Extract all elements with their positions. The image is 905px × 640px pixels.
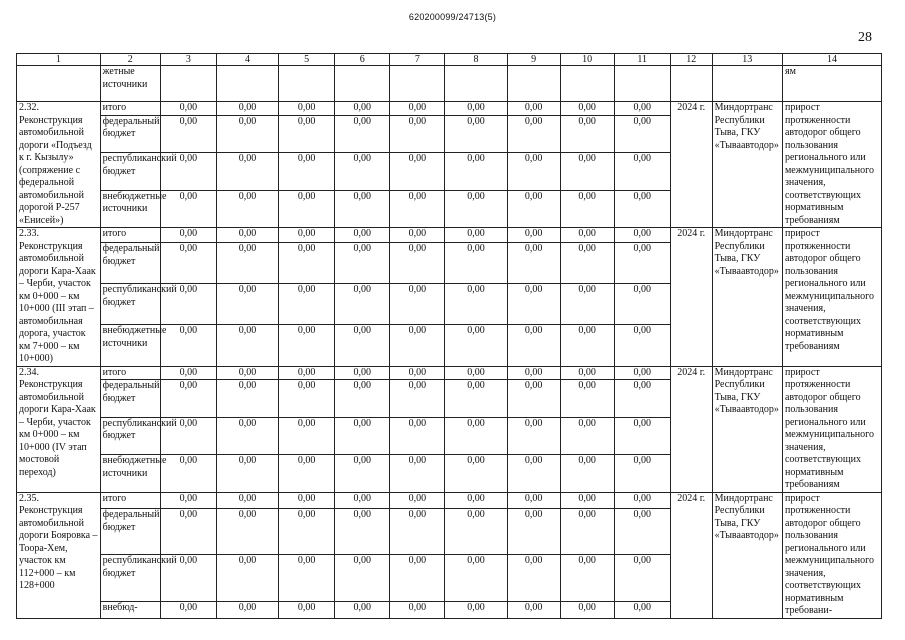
column-number: 13 bbox=[712, 54, 782, 66]
funding-source: внебюджетные источники bbox=[100, 325, 160, 366]
column-number-row bbox=[17, 54, 882, 66]
amount-cell: 0,00 bbox=[216, 325, 278, 366]
amount-cell: 0,00 bbox=[560, 366, 614, 380]
amount-cell: 0,00 bbox=[507, 380, 560, 417]
amount-cell: 0,00 bbox=[507, 325, 560, 366]
table-cell bbox=[614, 66, 670, 102]
amount-cell: 0,00 bbox=[216, 380, 278, 417]
amount-cell: 0,00 bbox=[390, 601, 445, 618]
table-cell bbox=[507, 66, 560, 102]
amount-cell: 0,00 bbox=[216, 284, 278, 325]
amount-cell: 0,00 bbox=[279, 555, 335, 601]
amount-cell: 0,00 bbox=[216, 509, 278, 555]
amount-cell: 0,00 bbox=[507, 243, 560, 284]
deadline-year: 2024 г. bbox=[670, 366, 712, 492]
column-number: 6 bbox=[335, 54, 390, 66]
amount-cell: 0,00 bbox=[335, 102, 390, 116]
amount-cell: 0,00 bbox=[216, 115, 278, 152]
funding-source: республиканский бюджет bbox=[100, 153, 160, 190]
amount-cell: 0,00 bbox=[560, 555, 614, 601]
amount-cell: 0,00 bbox=[390, 417, 445, 454]
amount-cell: 0,00 bbox=[216, 102, 278, 116]
amount-cell: 0,00 bbox=[445, 228, 507, 243]
amount-cell: 0,00 bbox=[335, 601, 390, 618]
deadline-year: 2024 г. bbox=[670, 102, 712, 228]
amount-cell: 0,00 bbox=[390, 102, 445, 116]
amount-cell: 0,00 bbox=[507, 509, 560, 555]
amount-cell: 0,00 bbox=[507, 455, 560, 492]
amount-cell: 0,00 bbox=[614, 228, 670, 243]
amount-cell: 0,00 bbox=[160, 190, 216, 227]
funding-source: жетные источники bbox=[100, 66, 160, 102]
amount-cell: 0,00 bbox=[279, 228, 335, 243]
amount-cell: 0,00 bbox=[507, 115, 560, 152]
amount-cell: 0,00 bbox=[507, 102, 560, 116]
amount-cell: 0,00 bbox=[560, 601, 614, 618]
amount-cell: 0,00 bbox=[335, 190, 390, 227]
funding-source: внебюджетные источники bbox=[100, 190, 160, 227]
amount-cell: 0,00 bbox=[160, 555, 216, 601]
funding-source: федеральный бюджет bbox=[100, 509, 160, 555]
amount-cell: 0,00 bbox=[507, 190, 560, 227]
amount-cell: 0,00 bbox=[335, 555, 390, 601]
amount-cell: 0,00 bbox=[560, 102, 614, 116]
amount-cell: 0,00 bbox=[560, 115, 614, 152]
amount-cell: 0,00 bbox=[279, 153, 335, 190]
amount-cell: 0,00 bbox=[445, 325, 507, 366]
table-row bbox=[17, 366, 882, 380]
amount-cell: 0,00 bbox=[160, 366, 216, 380]
amount-cell: 0,00 bbox=[279, 455, 335, 492]
column-number: 12 bbox=[670, 54, 712, 66]
amount-cell: 0,00 bbox=[560, 190, 614, 227]
amount-cell: 0,00 bbox=[335, 455, 390, 492]
amount-cell: 0,00 bbox=[390, 190, 445, 227]
amount-cell: 0,00 bbox=[507, 417, 560, 454]
column-number: 5 bbox=[279, 54, 335, 66]
amount-cell: 0,00 bbox=[390, 555, 445, 601]
amount-cell: 0,00 bbox=[390, 153, 445, 190]
amount-cell: 0,00 bbox=[335, 284, 390, 325]
executor: Миндортранс Республики Тыва, ГКУ «Тываавтодор» bbox=[712, 228, 782, 367]
funding-source: итого bbox=[100, 492, 160, 509]
project-name: 2.32. Реконструкция автомобильной дороги «Подъезд к г. Кызылу» (сопряжение с федеральной автомобильной дорогой Р-257 «Енисей») bbox=[17, 102, 101, 228]
amount-cell: 0,00 bbox=[390, 455, 445, 492]
executor: Миндортранс Республики Тыва, ГКУ «Тываавтодор» bbox=[712, 102, 782, 228]
amount-cell: 0,00 bbox=[614, 509, 670, 555]
funding-source: республиканский бюджет bbox=[100, 555, 160, 601]
amount-cell: 0,00 bbox=[160, 417, 216, 454]
amount-cell: 0,00 bbox=[560, 417, 614, 454]
amount-cell: 0,00 bbox=[160, 492, 216, 509]
amount-cell: 0,00 bbox=[279, 102, 335, 116]
amount-cell: 0,00 bbox=[507, 492, 560, 509]
amount-cell: 0,00 bbox=[160, 228, 216, 243]
table-body bbox=[17, 66, 882, 619]
amount-cell: 0,00 bbox=[279, 243, 335, 284]
column-number: 4 bbox=[216, 54, 278, 66]
amount-cell: 0,00 bbox=[560, 243, 614, 284]
funding-source: внебюд- bbox=[100, 601, 160, 618]
amount-cell: 0,00 bbox=[335, 115, 390, 152]
amount-cell: 0,00 bbox=[335, 325, 390, 366]
amount-cell: 0,00 bbox=[507, 366, 560, 380]
table-cell bbox=[560, 66, 614, 102]
amount-cell: 0,00 bbox=[560, 153, 614, 190]
amount-cell: 0,00 bbox=[614, 153, 670, 190]
amount-cell: 0,00 bbox=[279, 417, 335, 454]
amount-cell: 0,00 bbox=[335, 509, 390, 555]
amount-cell: 0,00 bbox=[160, 284, 216, 325]
table-row bbox=[17, 492, 882, 509]
amount-cell: 0,00 bbox=[216, 492, 278, 509]
funding-source: итого bbox=[100, 102, 160, 116]
amount-cell: 0,00 bbox=[160, 243, 216, 284]
column-number: 9 bbox=[507, 54, 560, 66]
table-cell bbox=[335, 66, 390, 102]
funding-source: федеральный бюджет bbox=[100, 115, 160, 152]
amount-cell: 0,00 bbox=[216, 228, 278, 243]
amount-cell: 0,00 bbox=[614, 417, 670, 454]
amount-cell: 0,00 bbox=[445, 153, 507, 190]
amount-cell: 0,00 bbox=[160, 601, 216, 618]
amount-cell: 0,00 bbox=[614, 190, 670, 227]
amount-cell: 0,00 bbox=[445, 190, 507, 227]
column-number: 7 bbox=[390, 54, 445, 66]
amount-cell: 0,00 bbox=[614, 284, 670, 325]
executor: Миндортранс Республики Тыва, ГКУ «Тываавтодор» bbox=[712, 366, 782, 492]
amount-cell: 0,00 bbox=[216, 417, 278, 454]
expected-result: прирост протяженности автодорог общего пользования регионального или межмуниципального значения, соответствующих нормативным требованиям bbox=[782, 228, 881, 367]
column-number: 3 bbox=[160, 54, 216, 66]
amount-cell: 0,00 bbox=[390, 115, 445, 152]
amount-cell: 0,00 bbox=[160, 380, 216, 417]
amount-cell: 0,00 bbox=[216, 243, 278, 284]
funding-source: итого bbox=[100, 366, 160, 380]
funding-source: федеральный бюджет bbox=[100, 380, 160, 417]
amount-cell: 0,00 bbox=[216, 601, 278, 618]
amount-cell: 0,00 bbox=[445, 455, 507, 492]
amount-cell: 0,00 bbox=[279, 601, 335, 618]
amount-cell: 0,00 bbox=[216, 190, 278, 227]
amount-cell: 0,00 bbox=[216, 555, 278, 601]
column-number: 14 bbox=[782, 54, 881, 66]
table-cell bbox=[160, 66, 216, 102]
table-cell bbox=[712, 66, 782, 102]
deadline-year: 2024 г. bbox=[670, 228, 712, 367]
executor: Миндортранс Республики Тыва, ГКУ «Тываавтодор» bbox=[712, 492, 782, 618]
amount-cell: 0,00 bbox=[614, 555, 670, 601]
amount-cell: 0,00 bbox=[390, 509, 445, 555]
amount-cell: 0,00 bbox=[216, 455, 278, 492]
project-name: 2.35. Реконструкция автомобильной дороги Бояровка – Тоора-Хем, участок км 112+000 – км 128+000 bbox=[17, 492, 101, 618]
program-table bbox=[16, 53, 882, 619]
amount-cell: 0,00 bbox=[279, 366, 335, 380]
funding-source: итого bbox=[100, 228, 160, 243]
amount-cell: 0,00 bbox=[445, 380, 507, 417]
amount-cell: 0,00 bbox=[279, 492, 335, 509]
amount-cell: 0,00 bbox=[390, 380, 445, 417]
amount-cell: 0,00 bbox=[160, 102, 216, 116]
amount-cell: 0,00 bbox=[279, 284, 335, 325]
amount-cell: 0,00 bbox=[390, 284, 445, 325]
amount-cell: 0,00 bbox=[507, 601, 560, 618]
funding-source: федеральный бюджет bbox=[100, 243, 160, 284]
amount-cell: 0,00 bbox=[507, 555, 560, 601]
amount-cell: 0,00 bbox=[445, 115, 507, 152]
deadline-year: 2024 г. bbox=[670, 492, 712, 618]
column-number: 1 bbox=[17, 54, 101, 66]
amount-cell: 0,00 bbox=[335, 492, 390, 509]
continuation-row bbox=[17, 66, 882, 102]
amount-cell: 0,00 bbox=[390, 366, 445, 380]
amount-cell: 0,00 bbox=[335, 366, 390, 380]
table-cell bbox=[445, 66, 507, 102]
amount-cell: 0,00 bbox=[560, 380, 614, 417]
amount-cell: 0,00 bbox=[560, 228, 614, 243]
amount-cell: 0,00 bbox=[614, 243, 670, 284]
table-row bbox=[17, 228, 882, 243]
amount-cell: 0,00 bbox=[160, 509, 216, 555]
page-number: 28 bbox=[858, 30, 872, 45]
amount-cell: 0,00 bbox=[507, 284, 560, 325]
amount-cell: 0,00 bbox=[560, 284, 614, 325]
amount-cell: 0,00 bbox=[614, 102, 670, 116]
column-number: 11 bbox=[614, 54, 670, 66]
funding-source: республиканский бюджет bbox=[100, 417, 160, 454]
amount-cell: 0,00 bbox=[614, 601, 670, 618]
table-cell bbox=[17, 66, 101, 102]
table-row bbox=[17, 102, 882, 116]
amount-cell: 0,00 bbox=[445, 601, 507, 618]
amount-cell: 0,00 bbox=[560, 509, 614, 555]
expected-result: прирост протяженности автодорог общего пользования регионального или межмуниципального значения, соответствующих нормативным требовани- bbox=[782, 492, 881, 618]
table-cell bbox=[670, 66, 712, 102]
table-cell bbox=[279, 66, 335, 102]
amount-cell: 0,00 bbox=[390, 492, 445, 509]
document-id: 620200099/24713(5) bbox=[408, 12, 497, 22]
amount-cell: 0,00 bbox=[390, 325, 445, 366]
amount-cell: 0,00 bbox=[160, 455, 216, 492]
amount-cell: 0,00 bbox=[445, 102, 507, 116]
amount-cell: 0,00 bbox=[445, 492, 507, 509]
amount-cell: 0,00 bbox=[507, 228, 560, 243]
amount-cell: 0,00 bbox=[279, 190, 335, 227]
amount-cell: 0,00 bbox=[390, 243, 445, 284]
amount-cell: 0,00 bbox=[445, 417, 507, 454]
table-cell bbox=[390, 66, 445, 102]
amount-cell: 0,00 bbox=[445, 509, 507, 555]
amount-cell: 0,00 bbox=[335, 417, 390, 454]
amount-cell: 0,00 bbox=[560, 492, 614, 509]
amount-cell: 0,00 bbox=[614, 115, 670, 152]
amount-cell: 0,00 bbox=[560, 325, 614, 366]
funding-source: внебюджетные источники bbox=[100, 455, 160, 492]
expected-result: прирост протяженности автодорог общего пользования регионального или межмуниципального значения, соответствующих нормативным требованиям bbox=[782, 102, 881, 228]
amount-cell: 0,00 bbox=[216, 153, 278, 190]
amount-cell: 0,00 bbox=[614, 325, 670, 366]
amount-cell: 0,00 bbox=[445, 243, 507, 284]
amount-cell: 0,00 bbox=[335, 153, 390, 190]
expected-result: прирост протяженности автодорог общего пользования регионального или межмуниципального значения, соответствующих нормативным требованиям bbox=[782, 366, 881, 492]
amount-cell: 0,00 bbox=[279, 380, 335, 417]
amount-cell: 0,00 bbox=[160, 115, 216, 152]
amount-cell: 0,00 bbox=[445, 284, 507, 325]
project-name: 2.33. Реконструкция автомобильной дороги Кара-Хаак – Черби, участок км 0+000 – км 10+000 (III этап – автомобильная дорога, участок км 7+000 – км 10+000) bbox=[17, 228, 101, 367]
amount-cell: 0,00 bbox=[216, 366, 278, 380]
amount-cell: 0,00 bbox=[390, 228, 445, 243]
amount-cell: 0,00 bbox=[279, 509, 335, 555]
amount-cell: 0,00 bbox=[335, 243, 390, 284]
amount-cell: 0,00 bbox=[335, 228, 390, 243]
column-number: 2 bbox=[100, 54, 160, 66]
table-cell bbox=[216, 66, 278, 102]
amount-cell: 0,00 bbox=[507, 153, 560, 190]
amount-cell: 0,00 bbox=[445, 366, 507, 380]
amount-cell: 0,00 bbox=[445, 555, 507, 601]
column-number: 10 bbox=[560, 54, 614, 66]
amount-cell: 0,00 bbox=[279, 115, 335, 152]
amount-cell: 0,00 bbox=[160, 153, 216, 190]
amount-cell: 0,00 bbox=[614, 380, 670, 417]
amount-cell: 0,00 bbox=[560, 455, 614, 492]
amount-cell: 0,00 bbox=[279, 325, 335, 366]
amount-cell: 0,00 bbox=[335, 380, 390, 417]
amount-cell: 0,00 bbox=[160, 325, 216, 366]
expected-result: ям bbox=[782, 66, 881, 102]
amount-cell: 0,00 bbox=[614, 366, 670, 380]
funding-source: республиканский бюджет bbox=[100, 284, 160, 325]
project-name: 2.34. Реконструкция автомобильной дороги Кара-Хаак – Черби, участок км 0+000 – км 10+000 (IV этап мостовой переход) bbox=[17, 366, 101, 492]
amount-cell: 0,00 bbox=[614, 492, 670, 509]
column-number: 8 bbox=[445, 54, 507, 66]
amount-cell: 0,00 bbox=[614, 455, 670, 492]
